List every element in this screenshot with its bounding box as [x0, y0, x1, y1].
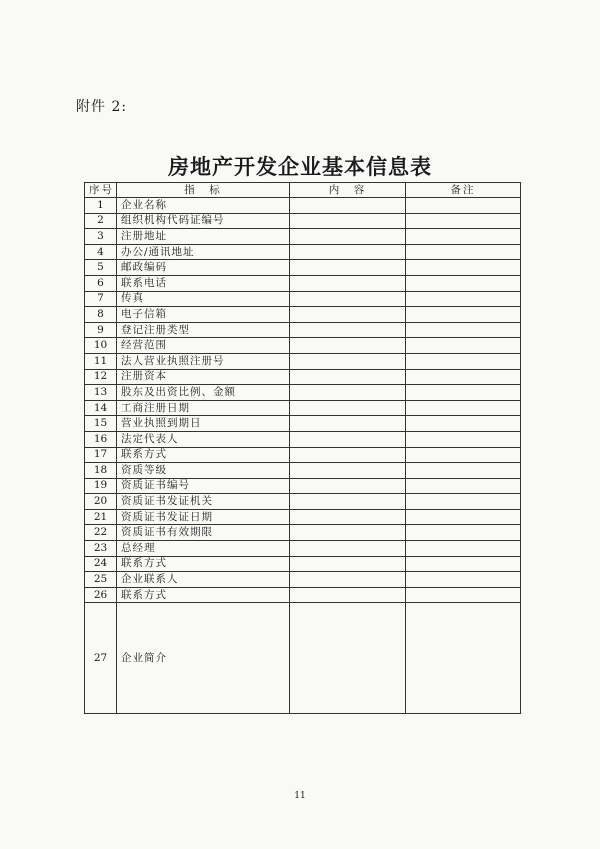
- table-row: [85, 198, 521, 214]
- row-remarks-cell[interactable]: [406, 322, 521, 338]
- row-content-cell[interactable]: [290, 478, 406, 494]
- row-indicator: 企业名称: [117, 198, 290, 214]
- row-remarks-cell[interactable]: [406, 385, 521, 401]
- row-number: 5: [85, 260, 117, 276]
- row-content-cell[interactable]: [290, 385, 406, 401]
- row-indicator: 企业简介: [117, 603, 290, 714]
- row-indicator: 法人营业执照注册号: [117, 353, 290, 369]
- table-row: [85, 291, 521, 307]
- row-content-cell[interactable]: [290, 541, 406, 557]
- row-remarks-cell[interactable]: [406, 338, 521, 354]
- table-row: [85, 307, 521, 323]
- table-row: [85, 556, 521, 572]
- row-number: 8: [85, 307, 117, 323]
- row-content-cell[interactable]: [290, 431, 406, 447]
- row-number: 7: [85, 291, 117, 307]
- row-content-cell[interactable]: [290, 338, 406, 354]
- row-number: 2: [85, 213, 117, 229]
- row-content-cell[interactable]: [290, 494, 406, 510]
- row-content-cell[interactable]: [290, 447, 406, 463]
- row-number: 4: [85, 244, 117, 260]
- row-number: 15: [85, 416, 117, 432]
- row-content-cell[interactable]: [290, 291, 406, 307]
- row-number: 10: [85, 338, 117, 354]
- table-row: [85, 572, 521, 588]
- row-content-cell[interactable]: [290, 587, 406, 603]
- table-row: [85, 509, 521, 525]
- page-title: 房地产开发企业基本信息表: [168, 154, 432, 179]
- row-remarks-cell[interactable]: [406, 213, 521, 229]
- header-indicator: 指 标: [117, 183, 290, 198]
- row-number: 9: [85, 322, 117, 338]
- row-number: 26: [85, 587, 117, 603]
- row-content-cell[interactable]: [290, 572, 406, 588]
- row-content-cell[interactable]: [290, 603, 406, 714]
- row-number: 25: [85, 572, 117, 588]
- row-content-cell[interactable]: [290, 213, 406, 229]
- row-indicator: 营业执照到期日: [117, 416, 290, 432]
- row-indicator: 经营范围: [117, 338, 290, 354]
- row-indicator: 组织机构代码证编号: [117, 213, 290, 229]
- row-content-cell[interactable]: [290, 322, 406, 338]
- table-row: [85, 369, 521, 385]
- row-indicator: 传真: [117, 291, 290, 307]
- row-content-cell[interactable]: [290, 353, 406, 369]
- row-remarks-cell[interactable]: [406, 494, 521, 510]
- table-row: [85, 603, 521, 714]
- row-content-cell[interactable]: [290, 198, 406, 214]
- row-content-cell[interactable]: [290, 275, 406, 291]
- row-number: 23: [85, 541, 117, 557]
- table-row: [85, 260, 521, 276]
- row-indicator: 注册地址: [117, 229, 290, 245]
- row-indicator: 联系方式: [117, 447, 290, 463]
- row-remarks-cell[interactable]: [406, 244, 521, 260]
- row-number: 14: [85, 400, 117, 416]
- row-indicator: 登记注册类型: [117, 322, 290, 338]
- header-content: 内 容: [290, 183, 406, 198]
- row-remarks-cell[interactable]: [406, 603, 521, 714]
- row-indicator: 联系方式: [117, 556, 290, 572]
- row-number: 1: [85, 198, 117, 214]
- row-remarks-cell[interactable]: [406, 463, 521, 479]
- row-number: 19: [85, 478, 117, 494]
- table-row: [85, 275, 521, 291]
- row-remarks-cell[interactable]: [406, 369, 521, 385]
- row-remarks-cell[interactable]: [406, 556, 521, 572]
- row-indicator: 法定代表人: [117, 431, 290, 447]
- row-remarks-cell[interactable]: [406, 198, 521, 214]
- row-content-cell[interactable]: [290, 509, 406, 525]
- row-content-cell[interactable]: [290, 307, 406, 323]
- table-row: [85, 541, 521, 557]
- row-number: 13: [85, 385, 117, 401]
- row-content-cell[interactable]: [290, 369, 406, 385]
- row-remarks-cell[interactable]: [406, 229, 521, 245]
- row-content-cell[interactable]: [290, 416, 406, 432]
- table-row: [85, 416, 521, 432]
- row-remarks-cell[interactable]: [406, 447, 521, 463]
- row-indicator: 联系电话: [117, 275, 290, 291]
- table-row: [85, 587, 521, 603]
- row-number: 11: [85, 353, 117, 369]
- table-row: [85, 525, 521, 541]
- row-number: 20: [85, 494, 117, 510]
- info-table: [84, 182, 521, 714]
- row-number: 21: [85, 509, 117, 525]
- table-row: [85, 478, 521, 494]
- row-indicator: 联系方式: [117, 587, 290, 603]
- row-number: 24: [85, 556, 117, 572]
- row-number: 12: [85, 369, 117, 385]
- row-remarks-cell[interactable]: [406, 400, 521, 416]
- row-number: 22: [85, 525, 117, 541]
- row-remarks-cell[interactable]: [406, 572, 521, 588]
- row-content-cell[interactable]: [290, 556, 406, 572]
- row-content-cell[interactable]: [290, 525, 406, 541]
- row-indicator: 股东及出资比例、金额: [117, 385, 290, 401]
- header-no: 序号: [85, 183, 117, 198]
- page-number: 11: [294, 791, 306, 801]
- row-remarks-cell[interactable]: [406, 260, 521, 276]
- row-remarks-cell[interactable]: [406, 541, 521, 557]
- row-content-cell[interactable]: [290, 400, 406, 416]
- table-row: [85, 338, 521, 354]
- row-number: 16: [85, 431, 117, 447]
- row-indicator: 资质证书有效期限: [117, 525, 290, 541]
- row-remarks-cell[interactable]: [406, 587, 521, 603]
- row-indicator: 资质证书发证机关: [117, 494, 290, 510]
- table-row: [85, 463, 521, 479]
- row-indicator: 总经理: [117, 541, 290, 557]
- row-number: 18: [85, 463, 117, 479]
- row-number: 6: [85, 275, 117, 291]
- table-row: [85, 494, 521, 510]
- table-row: [85, 244, 521, 260]
- attachment-label: 附件 2:: [76, 99, 128, 115]
- row-indicator: 资质证书发证日期: [117, 509, 290, 525]
- table-row: [85, 213, 521, 229]
- row-indicator: 资质等级: [117, 463, 290, 479]
- row-remarks-cell[interactable]: [406, 525, 521, 541]
- row-indicator: 电子信箱: [117, 307, 290, 323]
- table-header-row: [85, 183, 521, 198]
- table-row: [85, 322, 521, 338]
- row-number: 27: [85, 603, 117, 714]
- table-body: [85, 198, 521, 714]
- row-remarks-cell[interactable]: [406, 509, 521, 525]
- row-remarks-cell[interactable]: [406, 307, 521, 323]
- row-number: 3: [85, 229, 117, 245]
- table-row: [85, 229, 521, 245]
- row-remarks-cell[interactable]: [406, 291, 521, 307]
- table-row: [85, 353, 521, 369]
- row-content-cell[interactable]: [290, 229, 406, 245]
- row-content-cell[interactable]: [290, 463, 406, 479]
- row-remarks-cell[interactable]: [406, 478, 521, 494]
- row-remarks-cell[interactable]: [406, 431, 521, 447]
- row-remarks-cell[interactable]: [406, 353, 521, 369]
- table-row: [85, 447, 521, 463]
- row-content-cell[interactable]: [290, 244, 406, 260]
- table-row: [85, 400, 521, 416]
- row-content-cell[interactable]: [290, 260, 406, 276]
- row-number: 17: [85, 447, 117, 463]
- row-indicator: 资质证书编号: [117, 478, 290, 494]
- row-remarks-cell[interactable]: [406, 275, 521, 291]
- table-row: [85, 385, 521, 401]
- row-remarks-cell[interactable]: [406, 416, 521, 432]
- row-indicator: 工商注册日期: [117, 400, 290, 416]
- row-indicator: 注册资本: [117, 369, 290, 385]
- header-remarks: 备注: [406, 183, 521, 198]
- row-indicator: 邮政编码: [117, 260, 290, 276]
- row-indicator: 企业联系人: [117, 572, 290, 588]
- table-row: [85, 431, 521, 447]
- row-indicator: 办公/通讯地址: [117, 244, 290, 260]
